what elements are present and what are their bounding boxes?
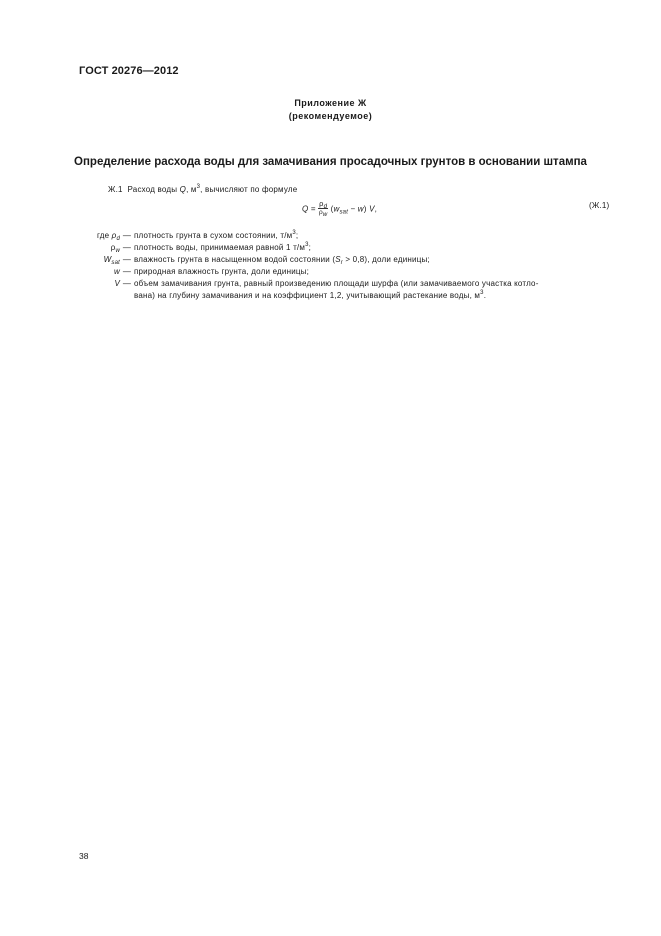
appendix-type: (рекомендуемое) xyxy=(288,111,373,121)
definition-w: w — природная влажность грунта, доли единицы; xyxy=(114,267,310,276)
definition-w-sat: $W_{sat}$ — влажность грунта в насыщенном водой состоянии $(S_r > 0,8)$, доли единицы; xyxy=(103,255,430,266)
definition-v: V — объем замачивания грунта, равный произведению площади шурфа (или замачиваемого участка котло- xyxy=(114,279,539,288)
formula-number: (Ж.1) xyxy=(589,201,610,210)
definition-v-continuation: вана) на глубину замачивания и на коэффициент 1,2, учитывающий растекание воды, $м^3$. xyxy=(134,290,487,300)
page-number: 38 xyxy=(79,851,89,861)
appendix-title: Приложение Ж xyxy=(294,98,367,108)
definition-rho-d: где $\rho_d$ — плотность грунта в сухом состоянии, $т/м^3$; xyxy=(96,230,299,242)
standard-header: ГОСТ 20276—2012 xyxy=(79,65,179,77)
formula-fraction: $\frac{\rho_d}{\rho_w}$ xyxy=(318,199,328,218)
clause-text: Ж.1 Расход воды Q, $м^3$, вычисляют по формуле xyxy=(108,184,298,194)
clause-number: Ж.1 xyxy=(108,185,123,194)
definition-rho-w: $\rho_w$ — плотность воды, принимаемая равной 1 $т/м^3$; xyxy=(110,242,312,254)
section-title: Определение расхода воды для замачивания просадочных грунтов в основании штампа xyxy=(74,156,587,168)
formula: Q = $\frac{\rho_d}{\rho_w}$ $(w_{sat} - w)$ V, xyxy=(302,199,378,218)
